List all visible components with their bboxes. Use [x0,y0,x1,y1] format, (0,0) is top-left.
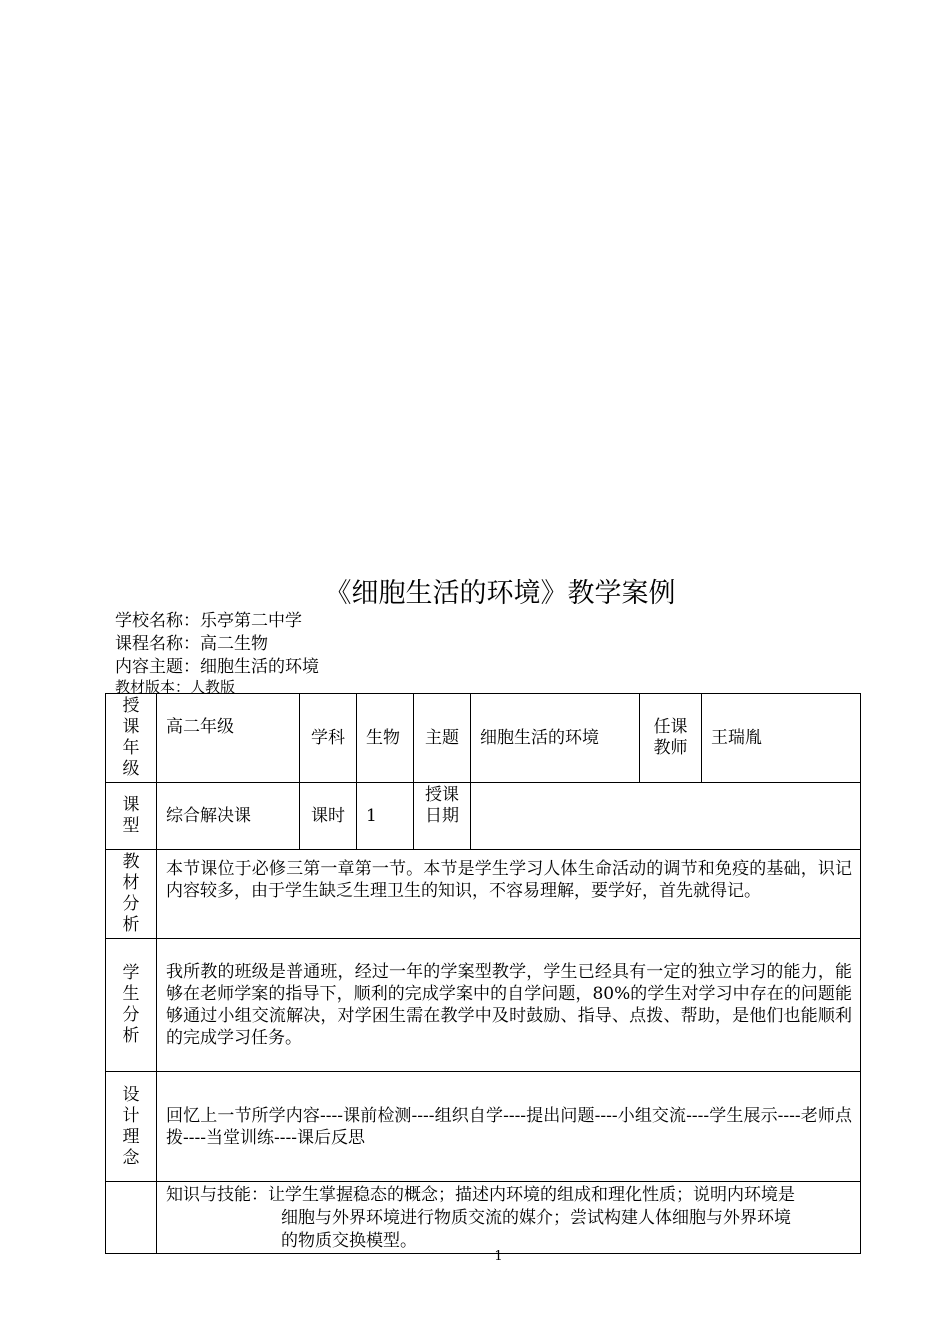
type-value: 综合解决课 [157,783,300,850]
textbook-analysis-text: 本节课位于必修三第一章第一节。本节是学生学习人体生命活动的调节和免疫的基础，识记内容较多，由于学生缺乏生理卫生的知识，不容易理解，要学好，首先就得记。 [157,850,861,939]
student-label-char: 生 [122,984,140,1004]
textbook-label-char: 教 [122,852,140,872]
teacher-label-cell [640,694,702,783]
grade-label-char: 年 [122,738,140,758]
textbook-label-char: 分 [122,894,140,914]
period-label: 课时 [300,783,357,850]
teaching-goals-cell [157,1182,861,1254]
grade-label-cell [106,694,157,783]
student-label-cell [106,939,157,1072]
date-label-line: 授课 [425,785,459,805]
date-label-line: 日期 [425,806,459,826]
row-textbook-analysis [106,850,861,939]
period-value: 1 [357,783,414,850]
document-title: 《细胞生活的环境》教学案例 [324,578,676,609]
row-student-analysis [106,939,861,1072]
subject-value: 生物 [357,694,414,783]
design-concept-text: 回忆上一节所学内容----课前检测----组织自学----提出问题----小组交流----学生展示----老师点拨----当堂训练----课后反思 [157,1072,861,1182]
grade-label-char: 授 [122,696,140,716]
textbook-label-cell [106,850,157,939]
theme-value: 细胞生活的环境 [471,694,640,783]
row-design-concept [106,1072,861,1182]
course-name: 课程名称：高二生物 [115,634,268,654]
student-analysis-text: 我所教的班级是普通班，经过一年的学案型教学，学生已经具有一定的独立学习的能力，能够在老师学案的指导下，顺利的完成学案中的自学问题，80%的学生对学习中存在的问题能够通过小组交流解决，对学困生需在教学中及时鼓励、指导、点拨、帮助，是他们也能顺利的完成学习任务。 [157,939,861,1072]
student-label-char: 析 [122,1026,140,1046]
row-teaching-goals [106,1182,861,1254]
school-name: 学校名称：乐亭第二中学 [115,611,302,631]
lesson-plan-table [105,693,861,1254]
date-label-cell [414,783,471,850]
textbook-edition: 教材版本：人教版 [115,678,236,696]
goals-line-3: 的物质交换模型。 [281,1231,417,1251]
subject-label: 学科 [300,694,357,783]
row-lesson-type [106,783,861,850]
teacher-label-line: 任课 [653,717,688,737]
textbook-label-char: 析 [122,915,140,935]
design-label-char: 念 [122,1147,140,1168]
student-label-char: 学 [122,963,140,983]
teacher-label-line: 教师 [653,738,688,758]
design-label-cell [106,1072,157,1182]
page-number: 1 [494,1249,503,1264]
row-basic-info [106,694,861,783]
goals-label-cell [106,1182,157,1254]
theme-label: 主题 [414,694,471,783]
type-label-char: 型 [122,816,140,836]
teacher-value: 王瑞胤 [702,694,861,783]
grade-label-char: 级 [122,759,140,779]
content-topic: 内容主题：细胞生活的环境 [115,657,319,677]
textbook-label-char: 材 [122,873,140,893]
grade-label-char: 课 [122,717,140,737]
design-label-char: 设 [122,1084,140,1105]
goals-line-2: 细胞与外界环境进行物质交流的媒介；尝试构建人体细胞与外界环境 [281,1208,791,1228]
design-label-char: 计 [122,1105,140,1126]
type-label-cell [106,783,157,850]
goals-line-1: 知识与技能：让学生掌握稳态的概念；描述内环境的组成和理化性质；说明内环境是 [166,1185,795,1205]
date-value [471,783,861,850]
grade-value: 高二年级 [157,694,300,783]
design-label-char: 理 [122,1126,140,1147]
type-label-char: 课 [122,795,140,815]
student-label-char: 分 [122,1005,140,1025]
